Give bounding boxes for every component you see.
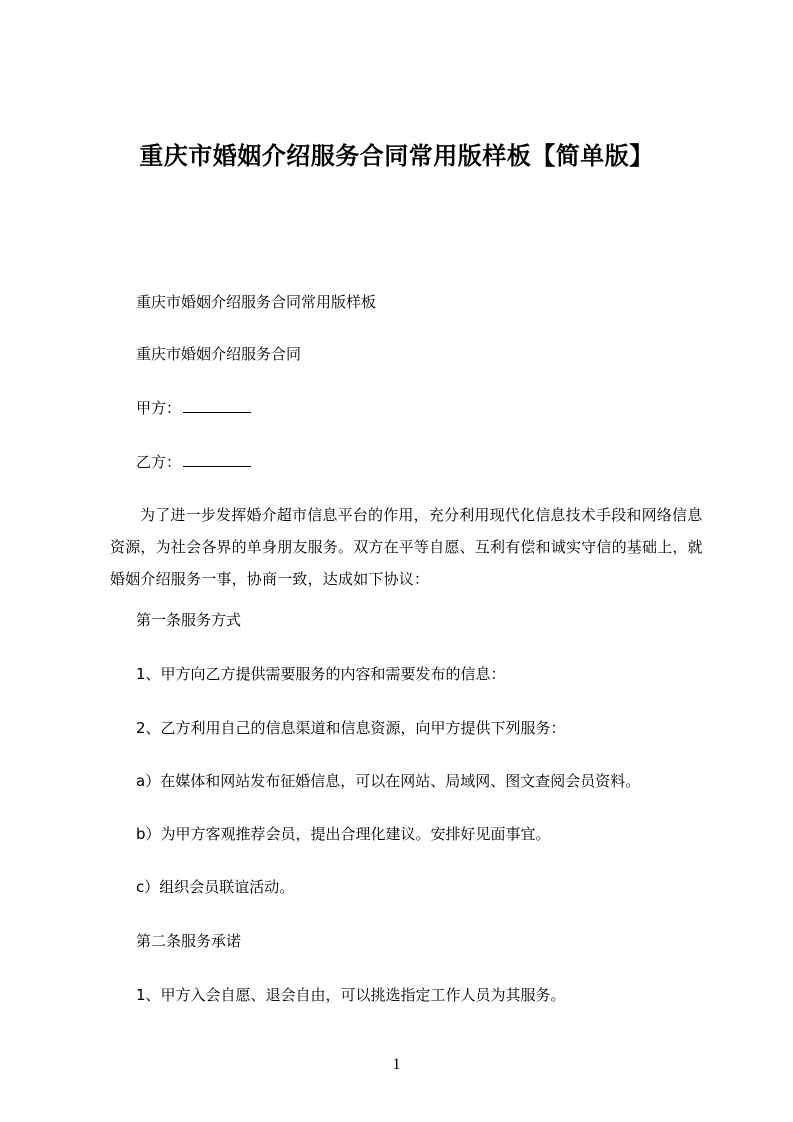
section1-item-b: b）为甲方客观推荐会员，提出合理化建议。安排好见面事宜。 [136, 825, 551, 843]
party-a-label: 甲方： [136, 399, 182, 417]
party-b-label: 乙方： [136, 453, 182, 471]
preamble-paragraph: 为了进一步发挥婚介超市信息平台的作用，充分利用现代化信息技术手段和网络信息资源，为社会各界的单身朋友服务。双方在平等自愿、互利有偿和诚实守信的基础上，就婚姻介绍服务一事，协商一致，达成如下协议： [110, 506, 703, 588]
party-b-blank [183, 452, 251, 467]
party-a-line [136, 398, 251, 418]
section2-heading: 第二条服务承诺 [136, 932, 242, 950]
party-a-blank [183, 398, 251, 413]
party-b-line [136, 452, 251, 472]
section1-item-a: a）在媒体和网站发布征婚信息，可以在网站、局域网、图文查阅会员资料。 [136, 772, 641, 790]
page-number: 1 [392, 1056, 401, 1073]
section1-item-c: c）组织会员联谊活动。 [136, 878, 295, 896]
section1-item2: 2、乙方利用自己的信息渠道和信息资源，向甲方提供下列服务： [136, 719, 566, 737]
contract-name: 重庆市婚姻介绍服务合同 [136, 345, 302, 363]
document-title: 重庆市婚姻介绍服务合同常用版样板【简单版】 [139, 142, 654, 170]
section1-item1: 1、甲方向乙方提供需要服务的内容和需要发布的信息： [136, 665, 506, 683]
section2-item1: 1、甲方入会自愿、退会自由，可以挑选指定工作人员为其服务。 [136, 986, 566, 1004]
document-subtitle: 重庆市婚姻介绍服务合同常用版样板 [136, 293, 377, 311]
section1-heading: 第一条服务方式 [136, 611, 242, 629]
